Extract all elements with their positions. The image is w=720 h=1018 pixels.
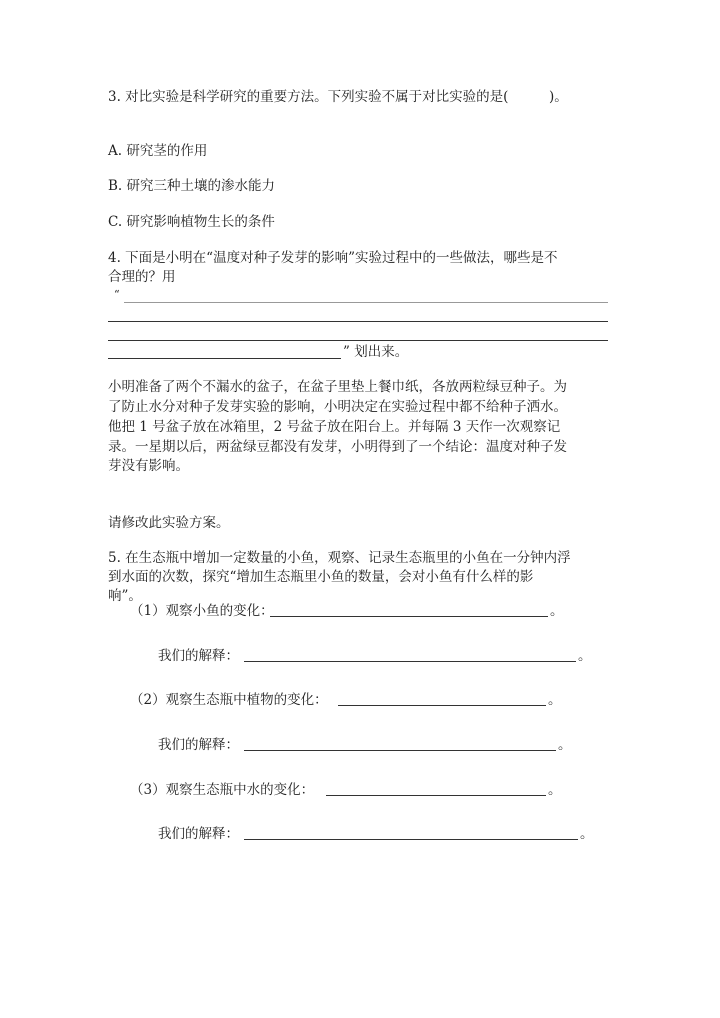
q3-stem: 3. 对比实验是科学研究的重要方法。下列实验不属于对比实验的是( )。 — [108, 89, 568, 105]
answer-line[interactable] — [244, 661, 576, 662]
period: 。 — [548, 782, 562, 798]
q5-item-1-explain: 我们的解释： — [158, 648, 239, 664]
open-quote: “ — [114, 288, 120, 301]
q4-instruction: 请修改此实验方案。 — [108, 515, 230, 531]
q5-stem-line: 5. 在生态瓶中增加一定数量的小鱼，观察、记录生态瓶里的小鱼在一分钟内浮 — [108, 550, 571, 566]
answer-line[interactable] — [124, 302, 608, 303]
answer-line[interactable] — [244, 839, 578, 840]
q5-item-1-label: （1）观察小鱼的变化： — [130, 603, 274, 619]
period: 。 — [548, 692, 562, 708]
period: 。 — [578, 648, 592, 664]
q5-item-2-explain: 我们的解释： — [158, 737, 239, 753]
q5-stem-line: 响”。 — [108, 588, 142, 604]
q5-item-3-explain: 我们的解释： — [158, 826, 239, 842]
q5-item-2-label: （2）观察生态瓶中植物的变化： — [130, 692, 328, 708]
period: 。 — [580, 826, 594, 842]
q4-stem-line: 合理的？用 — [108, 269, 176, 285]
answer-line[interactable] — [108, 358, 341, 359]
paragraph-line: 小明准备了两个不漏水的盆子，在盆子里垫上餐巾纸，各放两粒绿豆种子。为 — [108, 379, 567, 395]
q3-option-a: A. 研究茎的作用 — [108, 143, 208, 159]
answer-line[interactable] — [108, 340, 608, 341]
q5-stem-line: 到水面的次数，探究“增加生态瓶里小鱼的数量，会对小鱼有什么样的影 — [108, 569, 534, 585]
answer-line[interactable] — [338, 705, 546, 706]
paragraph-line: 芽没有影响。 — [108, 458, 189, 474]
period: 。 — [558, 737, 572, 753]
answer-line[interactable] — [326, 795, 546, 796]
q4-stem-line: 4. 下面是小明在“温度对种子发芽的影响”实验过程中的一些做法，哪些是不 — [108, 250, 558, 266]
close-quote-text: ” 划出来。 — [343, 344, 409, 360]
answer-line[interactable] — [244, 750, 556, 751]
q3-option-c: C. 研究影响植物生长的条件 — [108, 214, 275, 230]
q5-item-3-label: （3）观察生态瓶中水的变化： — [130, 782, 315, 798]
paragraph-line: 他把 1 号盆子放在冰箱里，2 号盆子放在阳台上。并每隔 3 天作一次观察记 — [108, 419, 561, 435]
answer-line[interactable] — [108, 321, 608, 322]
paragraph-line: 录。一星期以后，两盆绿豆都没有发芽，小明得到了一个结论：温度对种子发 — [108, 439, 567, 455]
q3-option-b: B. 研究三种土壤的渗水能力 — [108, 178, 276, 194]
answer-line[interactable] — [270, 616, 548, 617]
period: 。 — [550, 603, 564, 619]
paragraph-line: 了防止水分对种子发芽实验的影响，小明决定在实验过程中都不给种子洒水。 — [108, 399, 567, 415]
